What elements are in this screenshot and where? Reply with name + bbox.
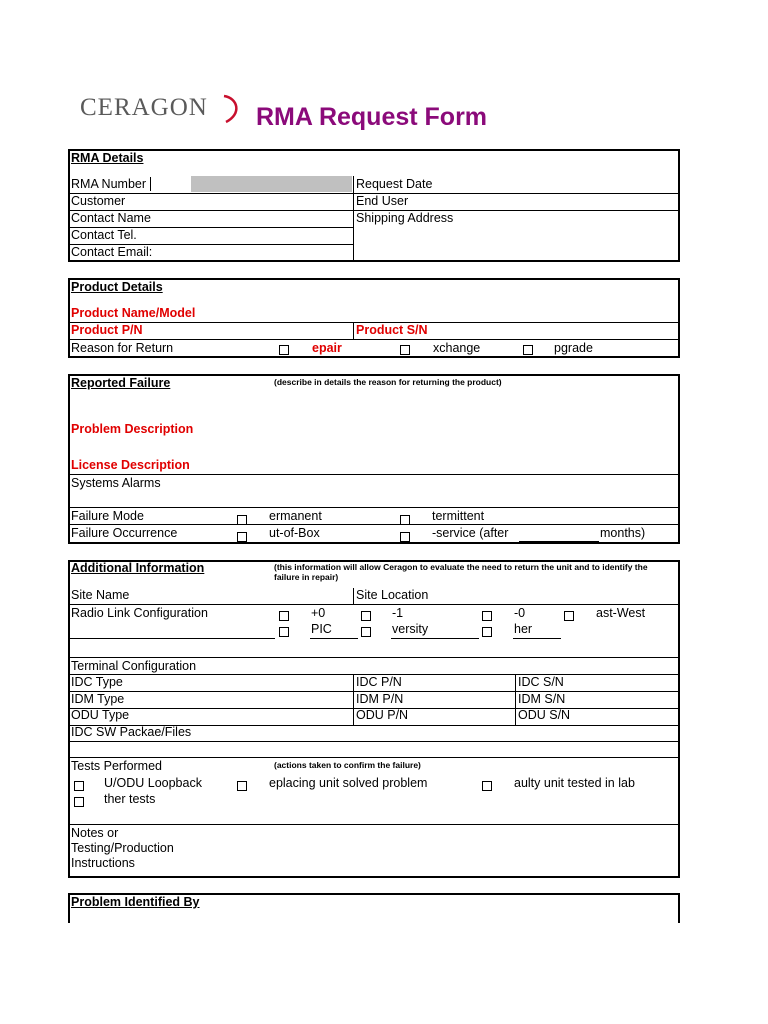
other-tests-checkbox[interactable] [74, 797, 84, 807]
contact-name-label: Contact Name [71, 211, 151, 225]
link-1plus0-checkbox[interactable] [279, 611, 289, 621]
reported-failure-note: (describe in details the reason for returning the product) [274, 377, 502, 387]
exchange-label: xchange [433, 341, 481, 355]
link-2plus0-checkbox[interactable] [482, 611, 492, 621]
faulty-unit-checkbox[interactable] [482, 781, 492, 791]
odu-sn-label: ODU S/N [518, 708, 571, 722]
exchange-checkbox[interactable] [400, 345, 410, 355]
additional-info-note: (this information will allow Ceragon to evaluate the need to return the unit and to identify the failure in repair) [274, 562, 648, 582]
loopback-label: U/ODU Loopback [104, 776, 202, 790]
link-1plus0-label: +0 [311, 606, 326, 620]
site-name-label: Site Name [71, 588, 130, 602]
customer-label: Customer [71, 194, 126, 208]
permanent-checkbox[interactable] [237, 515, 247, 525]
east-west-checkbox[interactable] [564, 611, 574, 621]
repair-label: epair [312, 341, 342, 355]
in-service-label: -service (after [432, 526, 509, 540]
license-description-label: License Description [71, 458, 190, 472]
faulty-unit-label: aulty unit tested in lab [514, 776, 635, 790]
end-user-label: End User [356, 194, 409, 208]
tests-note: (actions taken to confirm the failure) [274, 760, 421, 770]
link-2plus0-label: -0 [514, 606, 526, 620]
idm-type-label: IDM Type [71, 692, 125, 706]
notes-label-line-3: Instructions [71, 856, 135, 870]
idc-sn-label: IDC S/N [518, 675, 564, 689]
link-1plus1-checkbox[interactable] [361, 611, 371, 621]
upgrade-label: pgrade [554, 341, 593, 355]
idm-pn-label: IDM P/N [356, 692, 404, 706]
page-title: RMA Request Form [256, 103, 488, 131]
odu-type-label: ODU Type [71, 708, 130, 722]
idc-sw-label: IDC SW Packae/Files [71, 725, 192, 739]
problem-identified-heading: Problem Identified By [71, 895, 200, 909]
idc-pn-label: IDC P/N [356, 675, 402, 689]
site-location-label: Site Location [356, 588, 429, 602]
replacing-unit-checkbox[interactable] [237, 781, 247, 791]
intermittent-checkbox[interactable] [400, 515, 410, 525]
link-1plus1-label: -1 [392, 606, 404, 620]
rma-number-field[interactable] [191, 176, 352, 192]
contact-tel-label: Contact Tel. [71, 228, 137, 242]
product-pn-label: Product P/N [71, 323, 143, 337]
rma-details-heading: RMA Details [71, 151, 144, 165]
xpic-checkbox[interactable] [279, 627, 289, 637]
ceragon-logo [80, 94, 245, 126]
problem-description-label: Problem Description [71, 422, 194, 436]
permanent-label: ermanent [269, 509, 322, 523]
odu-pn-label: ODU P/N [356, 708, 409, 722]
intermittent-label: termittent [432, 509, 485, 523]
upgrade-checkbox[interactable] [523, 345, 533, 355]
notes-label-line-2: Testing/Production [71, 841, 174, 855]
idc-type-label: IDC Type [71, 675, 123, 689]
replacing-unit-label: eplacing unit solved problem [269, 776, 428, 790]
failure-mode-label: Failure Mode [71, 509, 144, 523]
east-west-label: ast-West [596, 606, 646, 620]
other-tests-label: ther tests [104, 792, 156, 806]
idm-sn-label: IDM S/N [518, 692, 566, 706]
loopback-checkbox[interactable] [74, 781, 84, 791]
logo-swoosh-icon [220, 92, 246, 126]
months-label: months) [600, 526, 646, 540]
radio-link-label: Radio Link Configuration [71, 606, 208, 620]
terminal-config-label: Terminal Configuration [71, 659, 197, 673]
repair-checkbox[interactable] [279, 345, 289, 355]
failure-occurrence-label: Failure Occurrence [71, 526, 178, 540]
shipping-address-label: Shipping Address [356, 211, 454, 225]
logo-text: CERAGON [80, 94, 208, 121]
xpic-label: PIC [311, 622, 332, 636]
out-of-box-label: ut-of-Box [269, 526, 320, 540]
other-config-checkbox[interactable] [482, 627, 492, 637]
diversity-checkbox[interactable] [361, 627, 371, 637]
reported-failure-heading: Reported Failure [71, 376, 171, 390]
other-config-label: her [514, 622, 533, 636]
reason-for-return-label: Reason for Return [71, 341, 174, 355]
notes-label-line-1: Notes or [71, 826, 119, 840]
request-date-label: Request Date [356, 177, 433, 191]
product-details-heading: Product Details [71, 280, 163, 294]
product-sn-label: Product S/N [356, 323, 428, 337]
additional-info-heading: Additional Information [71, 561, 205, 575]
in-service-checkbox[interactable] [400, 532, 410, 542]
product-name-model-label: Product Name/Model [71, 306, 196, 320]
systems-alarms-label: Systems Alarms [71, 476, 161, 490]
out-of-box-checkbox[interactable] [237, 532, 247, 542]
tests-performed-label: Tests Performed [71, 759, 163, 773]
rma-number-label: RMA Number [71, 177, 147, 191]
diversity-label: versity [392, 622, 429, 636]
contact-email-label: Contact Email: [71, 245, 153, 259]
